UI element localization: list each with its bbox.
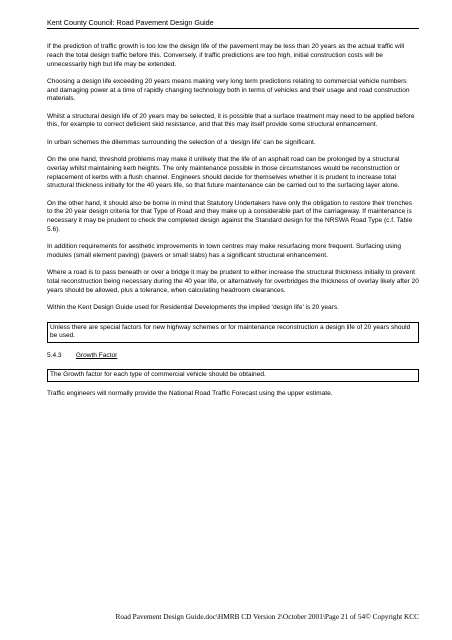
boxed-recommendation: The Growth factor for each type of commercial vehicle should be obtained. [47, 369, 419, 382]
paragraph: In urban schemes the dilemmas surrounding the selection of a ‘design life’ can be significant. [47, 138, 316, 146]
paragraph: On the one hand, threshold problems may make it unlikely that the life of an asphalt road can be prolonged by a structural overlay whilst maintaining kerb heights. The only maintenance possible in those circumstances would be reconstruction or replacement of kerbs with a flush channel. Engineers should decide for themselves whether it is prudent to increase total structural thickness initially for the 40 years life, so that future maintenance can be carried out to the surfacing layer alone. [47, 156, 400, 190]
paragraph: Traffic engineers will normally provide the National Road Traffic Forecast using the upper estimate. [47, 390, 333, 398]
document-body [47, 43, 419, 408]
section-title: Growth Factor [75, 351, 118, 359]
paragraph: In addition requirements for aesthetic improvements in town centres may make resurfacing more frequent. Surfacing using modules (small element paving) (pavers or small slabs) has a significant structural enhancement. [47, 243, 402, 260]
paragraph: If the prediction of traffic growth is too low the design life of the pavement may be less than 20 years as the actual traffic will reach the total design traffic before this. Conversely, if traffic predictions are too high, initial construction costs will be unnecessarily high but life may be extended. [47, 43, 405, 68]
page-header: Kent County Council: Road Pavement Design Guide [47, 18, 419, 29]
section-heading [47, 352, 419, 361]
paragraph: Within the Kent Design Guide used for Residential Developments the implied ‘design life’ is 20 years. [47, 304, 339, 312]
paragraph: Whilst a structural design life of 20 years may be selected, it is possible that a surface treatment may need to be applied before this, for example to correct deficient skid resistance, and that this may itself provide some structural enhancement. [47, 112, 415, 129]
boxed-recommendation: Unless there are special factors for new highway schemes or for maintenance reconstruction a design life of 20 years should be used. [47, 322, 419, 344]
paragraph: On the other hand, it should also be borne in mind that Statutory Undertakers have only the obligation to restore their trenches to the 20 year design criteria for that Type of Road and they make up a considerable part of the carriageway. If maintenance is necessary it may be prudent to check the completed design against the Standard design for the NRSWA Road Type (c.f. Table 5.6). [47, 199, 413, 233]
section-number: 5.4.3 [47, 351, 62, 359]
paragraph: Where a road is to pass beneath or over a bridge it may be prudent to either increase the structural thickness initially to prevent total reconstruction being necessary during the 40 year life, or alternatively for overbridges the thickness of overlay likely after 20 years should be allowed, plus a tolerance, when calculating headroom clearances. [47, 269, 419, 294]
page-footer: Road Pavement Design Guide.doc\HMRB CD Version 2\October 2001\Page 21 of 54© Copyright KCC [115, 612, 419, 621]
paragraph: Choosing a design life exceeding 20 years means making very long term predictions relating to commercial vehicle numbers and damaging power at a time of rapidly changing technology both in terms of vehicles and their usage and road construction materials. [47, 77, 410, 103]
